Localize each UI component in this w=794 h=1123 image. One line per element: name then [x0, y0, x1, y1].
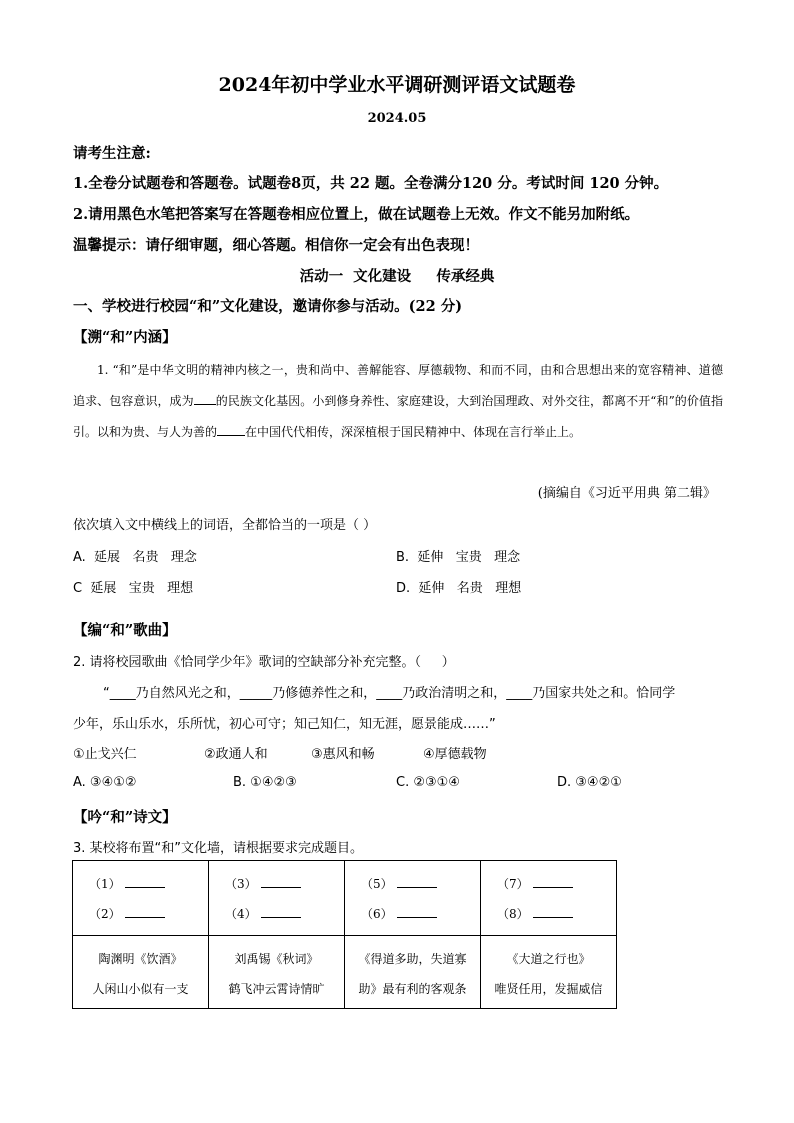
source-title: 《大道之行也》: [506, 952, 591, 966]
blank-cell: [481, 861, 617, 936]
source-text: 助》最有利的客观条: [358, 982, 467, 996]
passage-text-b: 的民族文化基因。小到修身养性、家庭建设，大到治国理政、对外交往，都离不开“和”的价值指引。以和为贵、与人为善的: [73, 394, 723, 439]
option-2b: B. ①④②③: [233, 775, 297, 790]
source-title: 陶渊明《饮酒》: [98, 952, 183, 966]
blank-label: （8）: [497, 907, 529, 921]
question-2-stem: 2. 请将校园歌曲《恰同学少年》歌词的空缺部分补充完整。（ ）: [73, 655, 455, 670]
sources-row: [73, 936, 617, 1009]
source-cell: [73, 936, 209, 1009]
lyric-line-1: “____乃自然风光之和，_____乃修德养性之和，____乃政治清明之和，____乃国家共处之和。恰同学: [103, 686, 676, 701]
blank-label: （1）: [89, 877, 121, 891]
option-2c: C. ②③①④: [396, 775, 460, 790]
blank-label: （7）: [497, 877, 529, 891]
item-1: ①止戈兴仁: [73, 747, 137, 762]
section-3-heading: 【吟“和”诗文】: [73, 809, 177, 826]
option-1c: C 延展 宝贵 理想: [73, 581, 194, 596]
item-3: ③惠风和畅: [311, 747, 375, 762]
notice-line-2: 2.请用黑色水笔把答案写在答题卷相应位置上，做在试题卷上无效。作文不能另加附纸。: [73, 206, 640, 223]
source-title: 刘禹锡《秋词》: [234, 952, 319, 966]
exam-title: 2024年初中学业水平调研测评语文试题卷: [218, 74, 576, 96]
question-1-stem: 依次填入文中横线上的词语，全都恰当的一项是（ ）: [73, 518, 377, 533]
blank-cell: [209, 861, 345, 936]
warm-tip: 温馨提示：请仔细审题，细心答题。相信你一定会有出色表现！: [73, 237, 479, 254]
blank-label: （2）: [89, 907, 121, 921]
exam-date: 2024.05: [367, 111, 427, 126]
answer-line: [397, 876, 437, 888]
answer-line: [533, 906, 573, 918]
poem-table: [72, 860, 617, 1009]
blanks-row: [73, 861, 617, 936]
passage-1: [73, 355, 723, 448]
option-1d: D. 延伸 名贵 理想: [396, 581, 522, 596]
blank-label: （4）: [225, 907, 257, 921]
item-4: ④厚德载物: [423, 747, 487, 762]
option-2d: D. ③④②①: [557, 775, 622, 790]
question-3-stem: 3. 某校将布置“和”文化墙，请根据要求完成题目。: [73, 841, 364, 856]
option-1a: A. 延展 名贵 理念: [73, 550, 197, 565]
option-1b: B. 延伸 宝贵 理念: [396, 550, 521, 565]
answer-line: [533, 876, 573, 888]
notice-line-1: 1.全卷分试题卷和答题卷。试题卷8页，共 22 题。全卷满分120 分。考试时间 120 分钟。: [73, 175, 669, 192]
answer-line: [125, 876, 165, 888]
passage-text-c: 在中国代代相传，深深植根于国民精神中、体现在言行举止上。: [245, 425, 582, 439]
fill-blank-2: [217, 423, 245, 436]
passage-text-a: 1. “和”是中华文明的精神内核之一，贵和尚中、善解能容、厚德载物、和而不同，由和合思想出来的宽容精神、道德追求、包容意识，成为: [73, 363, 723, 408]
activity-title: 活动一 文化建设 传承经典: [299, 268, 495, 285]
source-cell: [481, 936, 617, 1009]
item-2: ②政通人和: [204, 747, 268, 762]
answer-line: [261, 906, 301, 918]
source-text: 鹤飞冲云霄诗情旷: [228, 982, 325, 996]
passage-source: (摘编自《习近平用典 第二辑》: [537, 486, 716, 501]
answer-line: [397, 906, 437, 918]
blank-label: （5）: [361, 877, 393, 891]
notice-heading: 请考生注意:: [73, 145, 151, 162]
blank-label: （3）: [225, 877, 257, 891]
source-text: 人闲山小似有一支: [92, 982, 189, 996]
lyric-line-2: 少年，乐山乐水，乐所忧，初心可守；知己知仁，知无涯，愿景能成……”: [73, 717, 496, 732]
section-2-heading: 【编“和”歌曲】: [73, 622, 177, 639]
blank-cell: [73, 861, 209, 936]
blank-label: （6）: [361, 907, 393, 921]
source-title: 《得道多助，失道寡: [358, 952, 467, 966]
section-1-heading: 【溯“和”内涵】: [73, 329, 177, 346]
blank-cell: [345, 861, 481, 936]
answer-line: [261, 876, 301, 888]
fill-blank-1: [194, 392, 216, 405]
source-text: 唯贤任用，发掘威信: [494, 982, 603, 996]
option-2a: A. ③④①②: [73, 775, 137, 790]
source-cell: [345, 936, 481, 1009]
answer-line: [125, 906, 165, 918]
source-cell: [209, 936, 345, 1009]
part-one-heading: 一、学校进行校园“和”文化建设，邀请你参与活动。(22 分): [73, 298, 463, 315]
